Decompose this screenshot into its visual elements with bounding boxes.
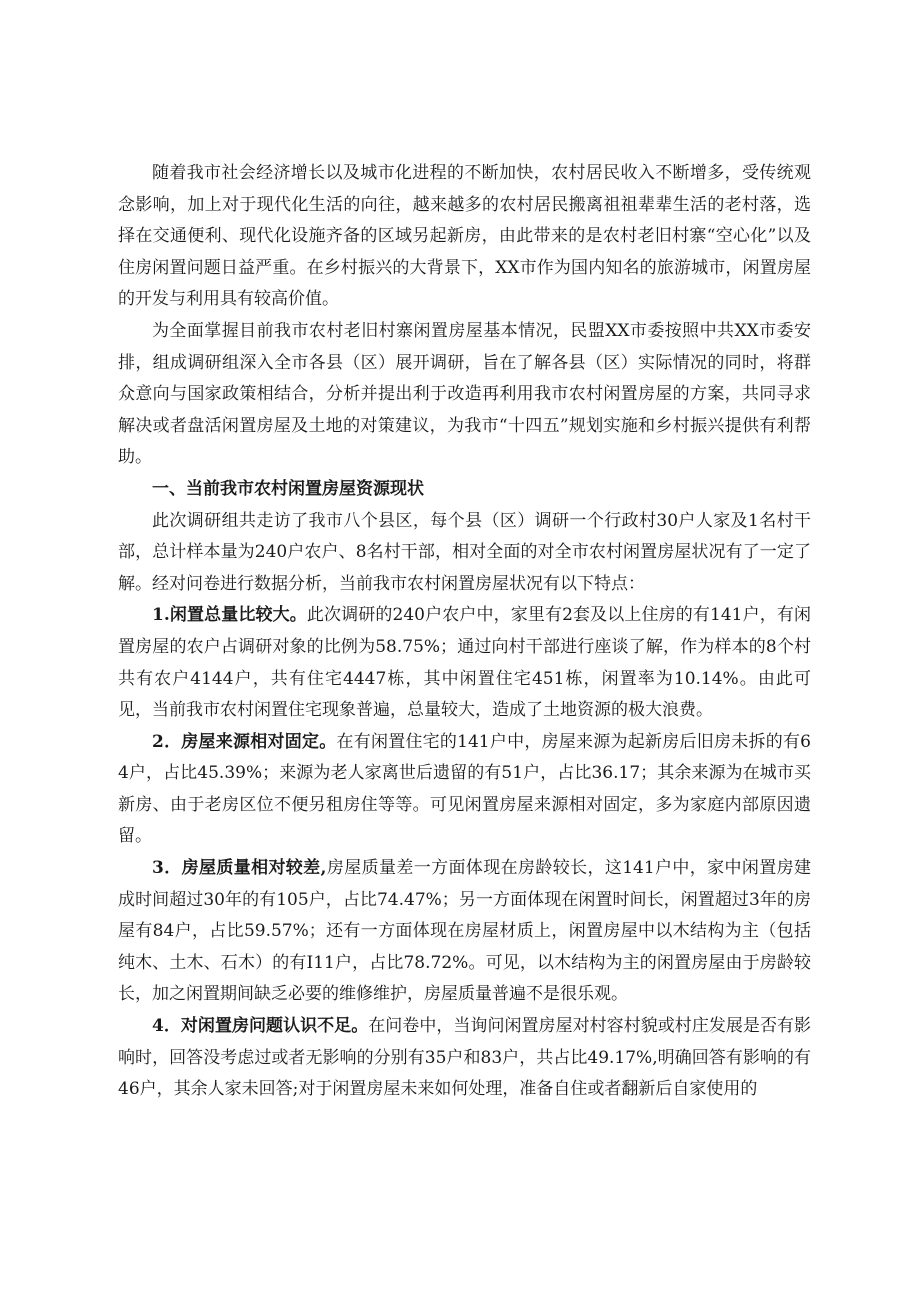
point-lead-2: 2．房屋来源相对固定。 (152, 731, 337, 752)
point-paragraph-2 (118, 727, 811, 853)
intro-paragraph-2: 为全面掌握目前我市农村老旧村寨闲置房屋基本情况，民盟XX市委按照中共XX市委安排，组成调研组深入全市各县（区）展开调研，旨在了解各县（区）实际情况的同时，将群众意向与国家政策相结合，分析并提出利于改造再利用我市农村闲置房屋的方案，共同寻求解决或者盘活闲置房屋及土地的对策建议，为我市“十四五”规划实施和乡村振兴提供有利帮助。 (118, 320, 811, 468)
point-paragraph-4 (118, 1011, 811, 1106)
section-heading: 一、当前我市农村闲置房屋资源现状 (152, 478, 424, 499)
intro-paragraph-1: 随着我市社会经济增长以及城市化进程的不断加快，农村居民收入不断增多，受传统观念影响，加上对于现代化生活的向往，越来越多的农村居民搬离祖祖辈辈生活的老村落，选择在交通便利、现代化设施齐备的区域另起新房，由此带来的是农村老旧村寨“空心化”以及住房闲置问题日益严重。在乡村振兴的大背景下，XX市作为国内知名的旅游城市，闲置房屋的开发与利用具有较高价值。 (118, 163, 811, 310)
point-body-4: 在问卷中，当询问闲置房屋对村容村貌或村庄发展是否有影响时，回答没考虑过或者无影响的分别有35户和83户，共占比49.17%,明确回答有影响的有46户，其余人家未回答;对于闲置房屋未来如何处理，准备自住或者翻新后自家使用的 (118, 1016, 812, 1100)
section-intro-paragraph: 此次调研组共走访了我市八个县区，每个县（区）调研一个行政村30户人家及1名村干部，总计样本量为240户农户、8名村干部，相对全面的对全市农村闲置房屋状况有了一定了解。经对问卷进行数据分析，当前我市农村闲置房屋状况有以下特点： (118, 510, 811, 594)
point-paragraph-1 (118, 600, 811, 726)
document-body (118, 158, 811, 1106)
point-body-3: 房屋质量差一方面体现在房龄较长，这141户中，家中闲置房建成时间超过30年的有105户，占比74.47%；另一方面体现在闲置时间长，闲置超过3年的房屋有84户，占比59.57%；还有一方面体现在房屋材质上，闲置房屋中以木结构为主（包括纯木、土木、石木）的有I11户，占比78.72%。可见，以木结构为主的闲置房屋由于房龄较长，加之闲置期间缺乏必要的维修维护，房屋质量普遍不是很乐观。 (118, 858, 811, 1005)
point-paragraph-3 (118, 853, 811, 1011)
point-lead-3: 3．房屋质量相对较差, (152, 858, 327, 879)
point-lead-1: 1.闲置总量比较大。 (152, 605, 307, 626)
point-body-2: 在有闲置住宅的141户中，房屋来源为起新房后旧房未拆的有64户，占比45.39%；来源为老人家离世后遗留的有51户，占比36.17；其余来源为在城市买新房、由于老房区位不便另租房住等等。可见闲置房屋来源相对固定，多为家庭内部原因遗留。 (118, 731, 811, 847)
point-lead-4: 4．对闲置房问题认识不足。 (152, 1016, 369, 1037)
point-body-1: 此次调研的240户农户中，家里有2套及以上住房的有141户，有闲置房屋的农户占调研对象的比例为58.75%；通过向村干部进行座谈了解，作为样本的8个村共有农户4144户，共有住宅4447栋，其中闲置住宅451栋，闲置率为10.14%。由此可见，当前我市农村闲置住宅现象普遍，总量较大，造成了土地资源的极大浪费。 (118, 605, 811, 721)
